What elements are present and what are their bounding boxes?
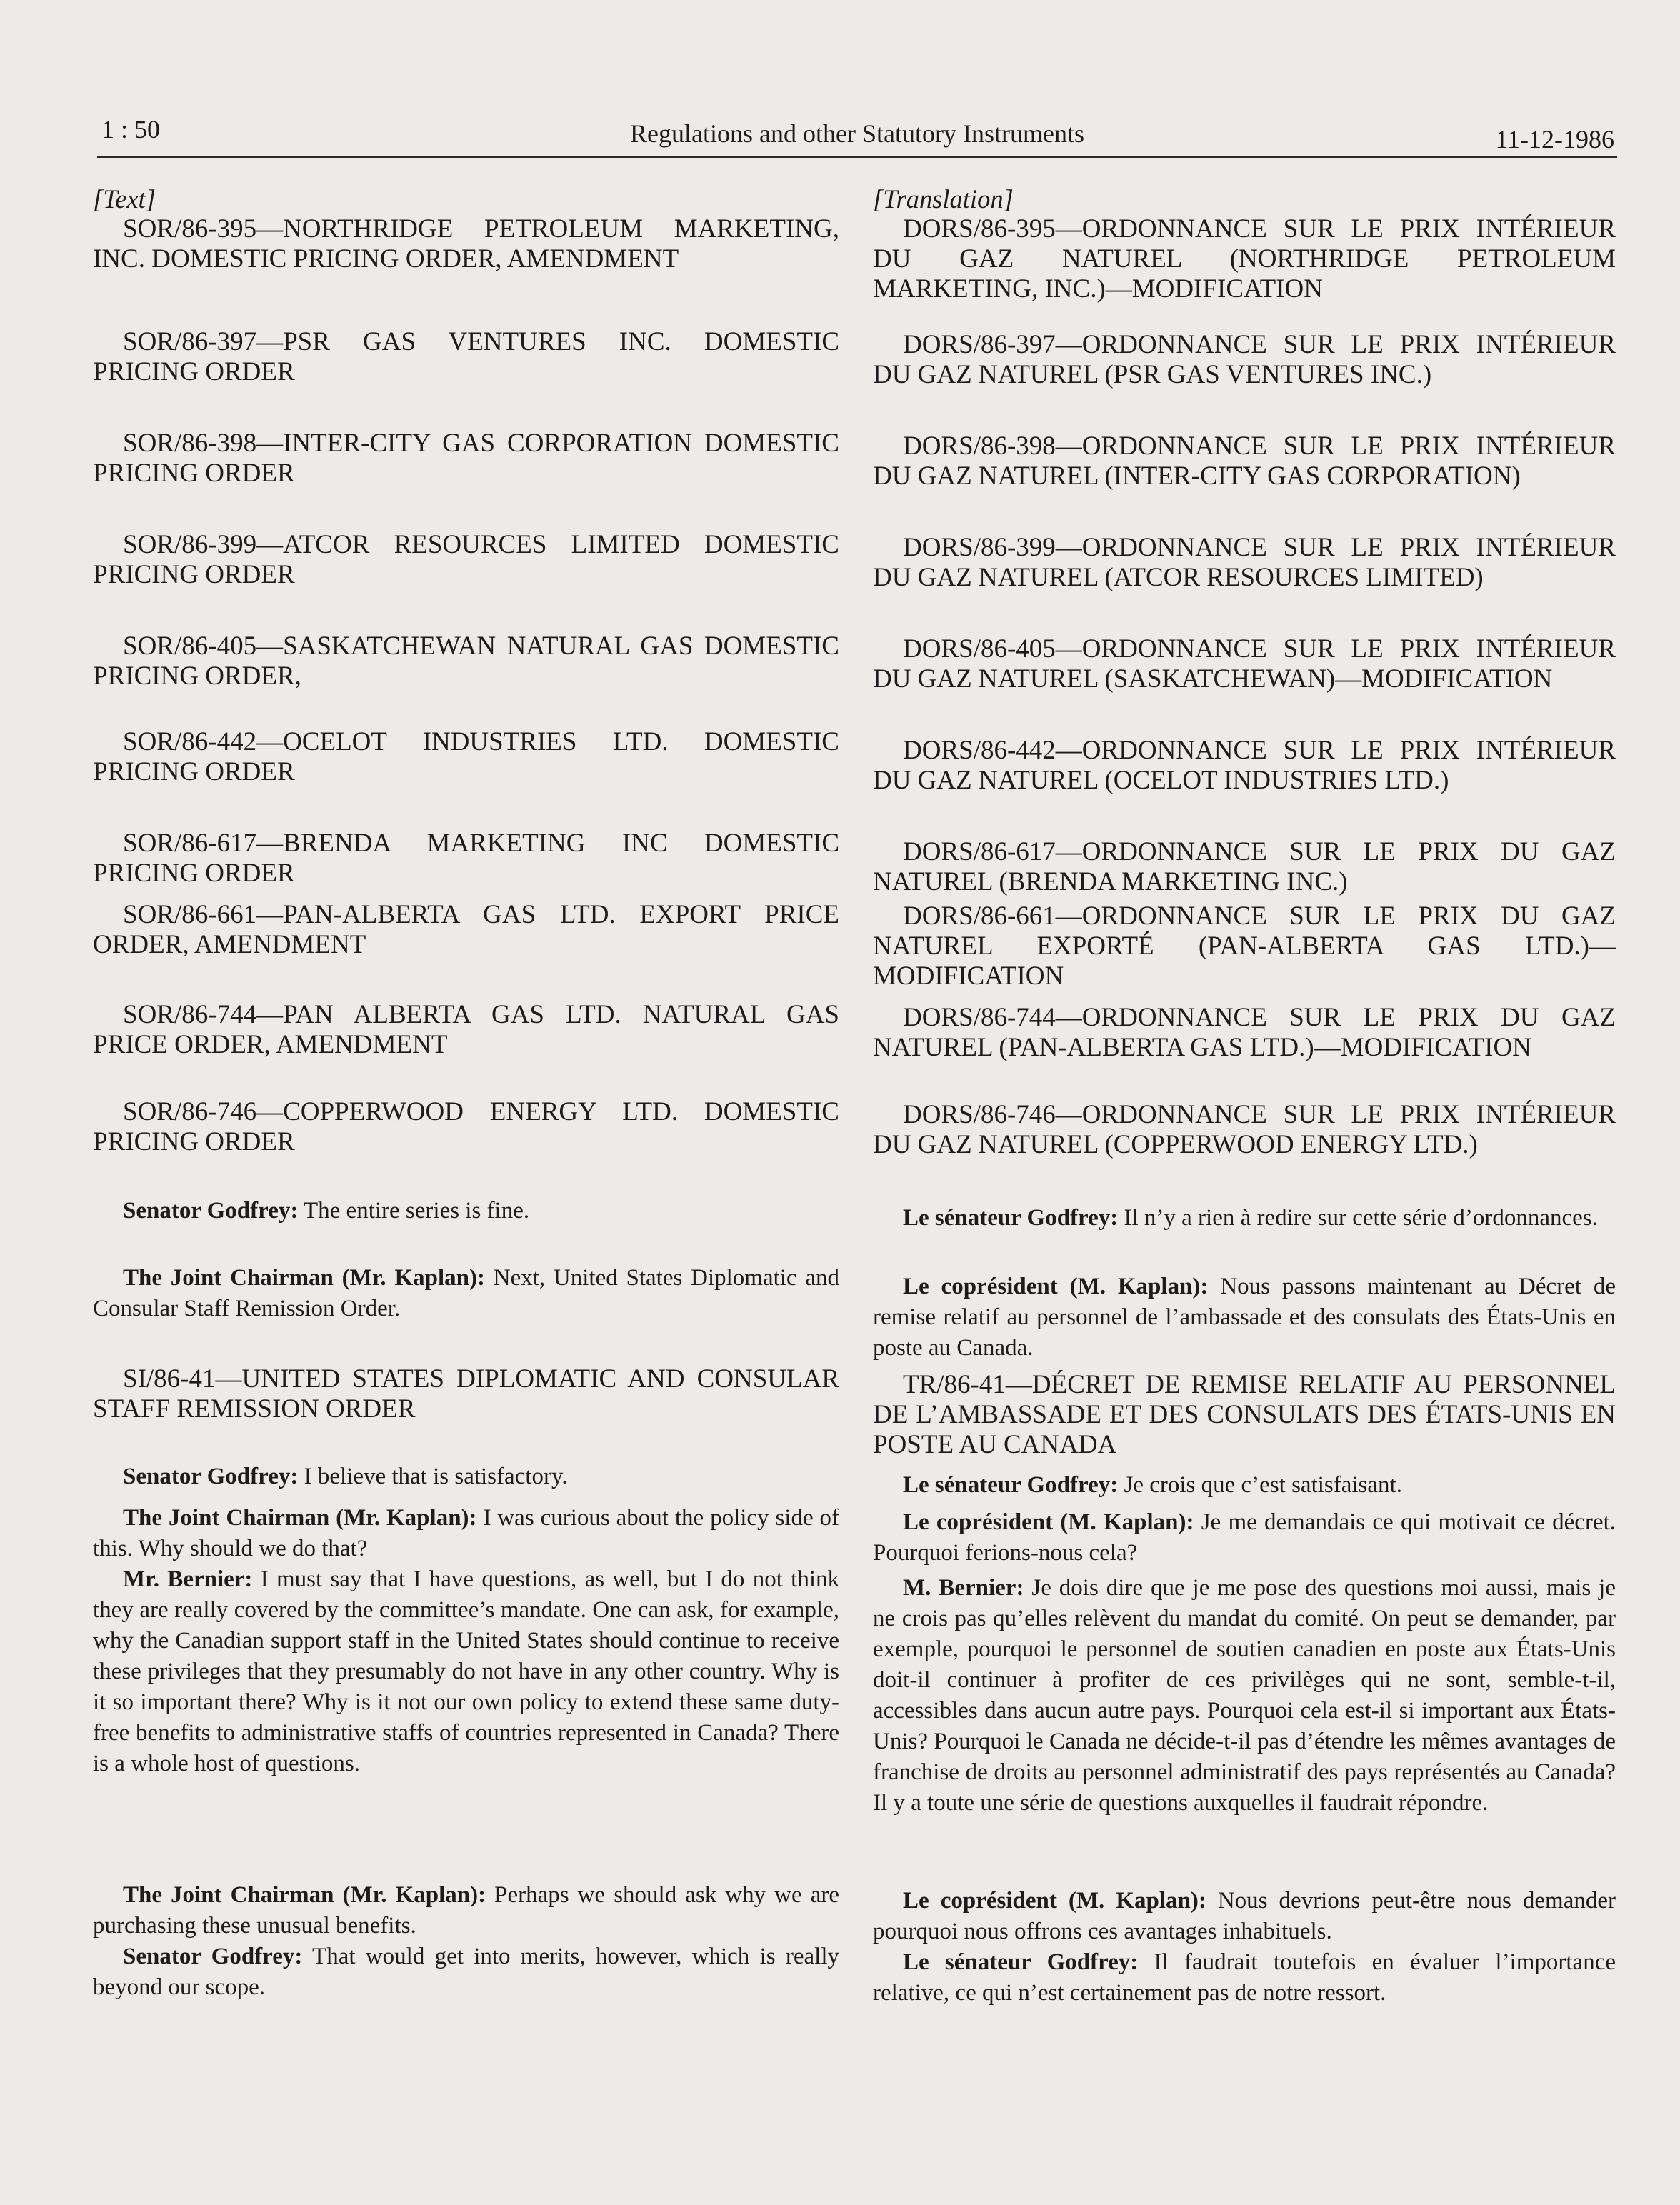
instrument-entry: DORS/86-661—ORDONNANCE SUR LE PRIX DU GAZ NATUREL EXPORTÉ (PAN-ALBERTA GAS LTD.)—MODIFICATION (873, 901, 1616, 991)
instrument-entry: SOR/86-746—COPPERWOOD ENERGY LTD. DOMESTIC PRICING ORDER (93, 1097, 839, 1156)
speech-paragraph: Mr. Bernier: I must say that I have questions, as well, but I do not think they are really covered by the committee’s mandate. One can ask, for example, why the Canadian support staff in the United States should continue to receive these privileges that they presumably do not have in any other country. Why is it so important there? Why is it not our own policy to extend these same duty-free benefits to administrative staffs of countries represented in Canada? There is a whole host of questions. (93, 1566, 840, 1776)
speech-paragraph: Le sénateur Godfrey: Il n’y a rien à redire sur cette série d’ordonnances. (903, 1205, 1598, 1231)
instrument-entry: SOR/86-617—BRENDA MARKETING INC DOMESTIC PRICING ORDER (93, 829, 839, 888)
instrument-entry: DORS/86-399—ORDONNANCE SUR LE PRIX INTÉRIEUR DU GAZ NATUREL (ATCOR RESOURCES LIMITED) (873, 533, 1616, 592)
instrument-entry: SOR/86-397—PSR GAS VENTURES INC. DOMESTIC PRICING ORDER (93, 327, 839, 386)
running-header (97, 113, 1617, 158)
issue-date: 11-12-1986 (1495, 125, 1614, 154)
instrument-entry: DORS/86-395—ORDONNANCE SUR LE PRIX INTÉRIEUR DU GAZ NATUREL (NORTHRIDGE PETROLEUM MARKETING, INC.)—MODIFICATION (873, 214, 1616, 304)
speech-paragraph: Le coprésident (M. Kaplan): Nous passons maintenant au Décret de remise relatif au personnel de l’ambassade et des consulats des États-Unis en poste au Canada. (873, 1274, 1616, 1361)
text-label: [Text] (93, 184, 156, 214)
translation-label: [Translation] (873, 184, 1014, 214)
instrument-entry: DORS/86-617—ORDONNANCE SUR LE PRIX DU GAZ NATUREL (BRENDA MARKETING INC.) (873, 837, 1616, 896)
speech-paragraph: Le sénateur Godfrey: Il faudrait toutefois en évaluer l’importance relative, ce qui n’est certainement pas de notre ressort. (873, 1949, 1616, 2006)
instrument-entry: DORS/86-405—ORDONNANCE SUR LE PRIX INTÉRIEUR DU GAZ NATUREL (SASKATCHEWAN)—MODIFICATION (873, 634, 1616, 694)
instrument-entry: SOR/86-661—PAN-ALBERTA GAS LTD. EXPORT PRICE ORDER, AMENDMENT (93, 900, 839, 959)
page-number: 1 : 50 (101, 115, 161, 144)
running-title: Regulations and other Statutory Instruments (630, 119, 1084, 148)
instrument-entry: DORS/86-746—ORDONNANCE SUR LE PRIX INTÉRIEUR DU GAZ NATUREL (COPPERWOOD ENERGY LTD.) (873, 1100, 1616, 1159)
speech-paragraph: Le sénateur Godfrey: Je crois que c’est satisfaisant. (903, 1472, 1402, 1498)
speech-paragraph: The Joint Chairman (Mr. Kaplan): Next, United States Diplomatic and Consular Staff Remission Order. (93, 1265, 840, 1321)
instrument-entry: DORS/86-744—ORDONNANCE SUR LE PRIX DU GAZ NATUREL (PAN-ALBERTA GAS LTD.)—MODIFICATION (873, 1003, 1616, 1062)
instrument-entry: DORS/86-398—ORDONNANCE SUR LE PRIX INTÉRIEUR DU GAZ NATUREL (INTER-CITY GAS CORPORATION) (873, 431, 1616, 491)
instrument-entry: SOR/86-395—NORTHRIDGE PETROLEUM MARKETING, INC. DOMESTIC PRICING ORDER, AMENDMENT (93, 214, 839, 274)
instrument-entry: SOR/86-398—INTER-CITY GAS CORPORATION DOMESTIC PRICING ORDER (93, 429, 839, 488)
instrument-entry: DORS/86-442—ORDONNANCE SUR LE PRIX INTÉRIEUR DU GAZ NATUREL (OCELOT INDUSTRIES LTD.) (873, 736, 1616, 795)
speech-paragraph: Le coprésident (M. Kaplan): Nous devrions peut-être nous demander pourquoi nous offrons ces avantages inhabituels. (873, 1888, 1616, 1944)
instrument-entry: SI/86-41—UNITED STATES DIPLOMATIC AND CONSULAR STAFF REMISSION ORDER (93, 1364, 839, 1424)
speech-paragraph: Senator Godfrey: The entire series is fine. (123, 1198, 530, 1224)
speech-paragraph: The Joint Chairman (Mr. Kaplan): I was curious about the policy side of this. Why should we do that? (93, 1505, 840, 1561)
speech-paragraph: The Joint Chairman (Mr. Kaplan): Perhaps we should ask why we are purchasing these unusual benefits. (93, 1882, 839, 1939)
speech-paragraph: Senator Godfrey: I believe that is satisfactory. (123, 1464, 568, 1489)
instrument-entry: SOR/86-399—ATCOR RESOURCES LIMITED DOMESTIC PRICING ORDER (93, 530, 839, 589)
speech-paragraph: Senator Godfrey: That would get into merits, however, which is really beyond our scope. (93, 1944, 839, 2000)
instrument-entry: DORS/86-397—ORDONNANCE SUR LE PRIX INTÉRIEUR DU GAZ NATUREL (PSR GAS VENTURES INC.) (873, 330, 1616, 389)
instrument-entry: SOR/86-405—SASKATCHEWAN NATURAL GAS DOMESTIC PRICING ORDER, (93, 631, 839, 691)
instrument-entry: TR/86-41—DÉCRET DE REMISE RELATIF AU PERSONNEL DE L’AMBASSADE ET DES CONSULATS DES ÉTATS-UNIS EN POSTE AU CANADA (873, 1370, 1616, 1459)
speech-paragraph: M. Bernier: Je dois dire que je me pose des questions moi aussi, mais je ne crois pas qu’elles relèvent du mandat du comité. On peut se demander, par exemple, pourquoi le personnel de soutien canadien en poste aux États-Unis doit-il continuer à profiter de ces privilèges qui ne sont, semble-t-il, accessibles dans aucun autre pays. Pourquoi cela est-il si important aux États-Unis? Pourquoi le Canada ne décide-t-il pas d’étendre les mêmes avantages de franchise de droits au personnel administratif des pays représentés au Canada? Il y a toute une série de questions auxquelles il faudrait répondre. (873, 1575, 1616, 1816)
instrument-entry: SOR/86-744—PAN ALBERTA GAS LTD. NATURAL GAS PRICE ORDER, AMENDMENT (93, 1000, 839, 1059)
instrument-entry: SOR/86-442—OCELOT INDUSTRIES LTD. DOMESTIC PRICING ORDER (93, 727, 839, 786)
speech-paragraph: Le coprésident (M. Kaplan): Je me demandais ce qui motivait ce décret. Pourquoi ferions-nous cela? (873, 1509, 1616, 1566)
